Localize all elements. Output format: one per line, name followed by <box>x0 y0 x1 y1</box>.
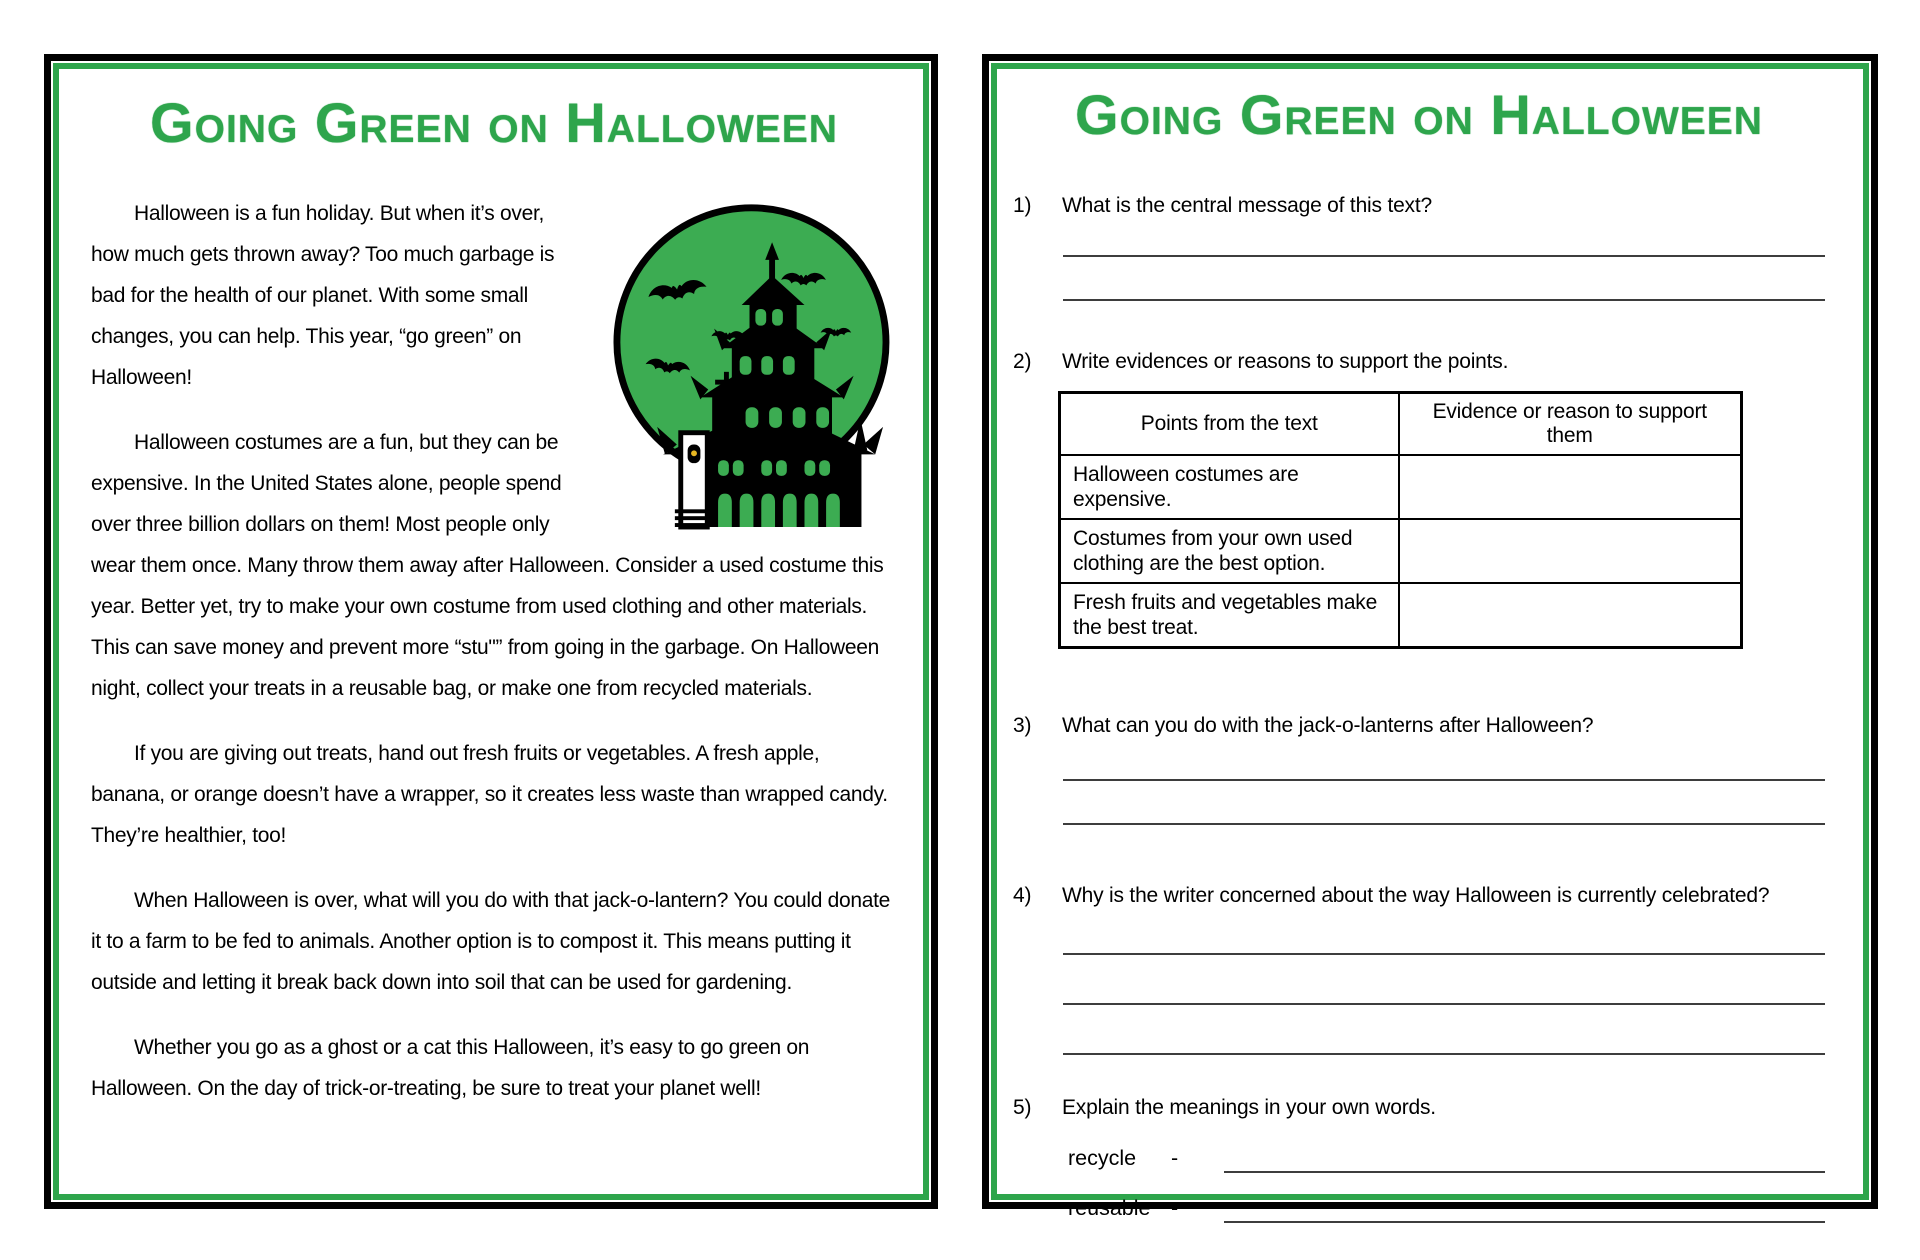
passage-page <box>44 54 938 1209</box>
table-cell-point: Costumes from your own used clothing are the best option. <box>1060 519 1399 583</box>
questions-page-frame <box>991 63 1869 1220</box>
white-tower-icon <box>675 433 712 527</box>
question-number: 4) <box>1013 884 1032 907</box>
table-header-evidence: Evidence or reason to support them <box>1399 393 1742 456</box>
table-cell-evidence-blank <box>1399 583 1742 648</box>
passage-page-frame <box>53 63 929 1200</box>
question-text: What can you do with the jack-o-lanterns after Halloween? <box>1062 714 1594 737</box>
paragraph-text: Halloween is a fun holiday. But when it’s over, how much gets thrown away? Too much garbage is bad for the health of our planet. With some small changes, you can help. This year, “go green” on Halloween! <box>91 202 555 389</box>
passage-title: Going Green on Halloween <box>150 91 838 154</box>
question-number: 3) <box>1013 714 1032 737</box>
term-dash: - <box>1171 1146 1179 1170</box>
answer-line <box>1063 221 1825 257</box>
table-header-points: Points from the text <box>1060 393 1399 456</box>
question-5 <box>1013 1093 1825 1223</box>
term-dash: - <box>1171 1196 1179 1220</box>
table-cell-evidence-blank <box>1399 455 1742 519</box>
passage-paragraph: When Halloween is over, what will you do with that jack-o-lantern? You could donate it to a farm to be fed to animals. Another option is to compost it. This means putting it outside and letting it break back down into soil that can be used for gardening. <box>91 889 891 994</box>
term-word: reusable <box>1068 1196 1151 1220</box>
table-row <box>1060 519 1742 583</box>
passage-paragraph <box>91 193 897 398</box>
question-number: 5) <box>1013 1096 1032 1119</box>
answer-line <box>1063 1005 1825 1055</box>
table-row <box>1060 455 1742 519</box>
question-4 <box>1013 881 1825 1055</box>
question-text: Explain the meanings in your own words. <box>1062 1096 1436 1119</box>
answer-line <box>1063 955 1825 1005</box>
term-recycle <box>1068 1139 1825 1173</box>
term-word: recycle <box>1068 1146 1137 1170</box>
answer-line <box>1224 1137 1825 1173</box>
passage-paragraph: Halloween costumes are a fun, but they can be expensive. In the United States alone, people spend over three billion dollars on them! Most people only wear them once. Many throw them away after Halloween. Consider a used costume this year. Better yet, try to make your own costume from used clothing and other materials. This can save money and prevent more “stu"” from going in the garbage. On Halloween night, collect your treats in a reusable bag, or make one from recycled materials. <box>91 431 884 700</box>
question-2 <box>1013 347 1825 649</box>
questions-title: Going Green on Halloween <box>1075 83 1763 146</box>
answer-line <box>1063 911 1825 955</box>
question-text: Write evidences or reasons to support the points. <box>1062 350 1509 373</box>
haunted-house-moon-illustration <box>602 199 897 527</box>
passage-body <box>91 193 897 1109</box>
table-cell-point: Halloween costumes are expensive. <box>1060 455 1399 519</box>
question-text: Why is the writer concerned about the way Halloween is currently celebrated? <box>1062 884 1770 907</box>
question-text: What is the central message of this text? <box>1062 194 1432 217</box>
question-3 <box>1013 711 1825 825</box>
answer-line <box>1063 257 1825 301</box>
passage-paragraph: Whether you go as a ghost or a cat this Halloween, it’s easy to go green on Halloween. On the day of trick-or-treating, be sure to treat your planet well! <box>91 1036 810 1100</box>
answer-line <box>1063 741 1825 781</box>
table-cell-point: Fresh fruits and vegetables make the best treat. <box>1060 583 1399 648</box>
answer-line <box>1063 781 1825 825</box>
question-number: 2) <box>1013 350 1032 373</box>
evidence-table <box>1058 391 1743 649</box>
table-cell-evidence-blank <box>1399 519 1742 583</box>
table-header-row <box>1060 393 1742 456</box>
question-number: 1) <box>1013 194 1032 217</box>
term-reusable <box>1068 1189 1825 1223</box>
table-row <box>1060 583 1742 648</box>
question-1 <box>1013 191 1825 301</box>
answer-line <box>1224 1187 1825 1223</box>
passage-paragraph: If you are giving out treats, hand out fresh fruits or vegetables. A fresh apple, banana, or orange doesn’t have a wrapper, so it creates less waste than wrapped candy. They’re healthier, too! <box>91 742 888 847</box>
questions-page <box>982 54 1878 1220</box>
